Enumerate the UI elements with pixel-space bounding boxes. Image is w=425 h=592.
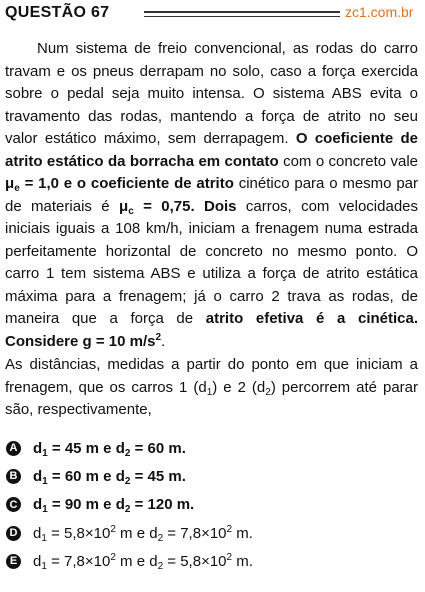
option-c-end: = 120 m. xyxy=(130,496,195,514)
option-c-text[interactable] xyxy=(33,496,195,516)
statement-intro: Num sistema de freio convencional, as rodas do carro travam e os pneus derrapam no solo, caso a força exercida sobre o pedal seja muito intensa. O sistema ABS evita o travamento das rodas, mantendo a força de atrito no seu valor estático máximo, sem derrapagem. xyxy=(5,40,418,147)
mu-static-value: = 1,0 e o coeficiente de atrito xyxy=(24,175,234,192)
option-e-end: m. xyxy=(232,552,253,570)
prompt-sub2: 2 xyxy=(265,386,271,398)
option-e-val2: = 5,8×10 xyxy=(163,552,227,570)
option-c[interactable] xyxy=(6,491,420,519)
statement-cars: carros, com velocidades iniciais iguais a 108 km/h, iniciam a frenagem numa estrada perfeitamente horizontal de concreto no mesmo ponto. O carro 1 tem sistema ABS e utiliza a força de atrito estática máxima para a frenagem; já o carro 2 trava as rodas, de maneira que a força de xyxy=(5,197,419,327)
option-a-sub1: 1 xyxy=(42,447,48,459)
option-b-badge[interactable]: B xyxy=(6,469,21,484)
statement-kinetic: cinético para o mesmo par de materiais é xyxy=(5,175,419,215)
option-d-exp1: 2 xyxy=(110,523,116,535)
option-a-d1: d xyxy=(33,439,43,457)
mu-static xyxy=(5,175,20,192)
divider-line-thin xyxy=(144,16,340,17)
option-d-val2: = 7,8×10 xyxy=(163,524,227,542)
option-c-sub2: 2 xyxy=(124,504,131,516)
option-d-exp2: 2 xyxy=(226,523,233,535)
option-d[interactable] xyxy=(6,519,420,547)
option-b-mid: = 60 m e d xyxy=(47,467,125,485)
option-c-d1: d xyxy=(33,496,43,514)
option-d-end: m. xyxy=(232,524,253,542)
option-c-mid: = 90 m e d xyxy=(47,496,125,514)
option-b-end: = 45 m. xyxy=(130,467,186,485)
option-a-badge[interactable]: A xyxy=(6,441,21,456)
option-a-sub2: 2 xyxy=(124,447,131,459)
option-d-badge[interactable]: D xyxy=(6,526,21,541)
option-b-d1: d xyxy=(33,467,43,485)
option-d-val1: = 5,8×10 xyxy=(46,524,111,542)
option-e-sub2: 2 xyxy=(157,560,164,572)
prompt-sub1: 1 xyxy=(206,386,213,398)
option-e[interactable] xyxy=(6,547,420,575)
gravity-exponent: 2 xyxy=(155,331,162,343)
option-b-sub1: 1 xyxy=(42,475,48,487)
answer-options xyxy=(6,434,420,575)
option-b-text[interactable] xyxy=(33,468,186,485)
mu-sub-e: e xyxy=(14,183,20,194)
divider-line-thick xyxy=(144,11,340,13)
statement-concrete: com o concreto vale xyxy=(283,152,418,170)
option-b[interactable] xyxy=(6,462,420,490)
option-e-sub1: 1 xyxy=(41,560,47,572)
gravity-label: atrito efetiva é a cinética. Considere g = 10 m/s xyxy=(5,310,419,350)
mu-kinetic-value: = 0,75. Dois xyxy=(143,197,237,215)
question-header xyxy=(5,2,420,26)
option-a-mid: = 45 m e d xyxy=(47,439,125,457)
option-c-badge[interactable]: C xyxy=(6,497,21,512)
header-divider xyxy=(144,11,340,19)
prompt-part3: ) percorrem até parar são, respectivamente, xyxy=(5,378,418,418)
mu-kinetic xyxy=(119,198,134,215)
option-d-sub2: 2 xyxy=(157,532,164,544)
option-e-exp1: 2 xyxy=(110,551,116,563)
problem-statement xyxy=(5,38,418,353)
static-friction-text: O coeficiente de atrito estático da borracha em contato xyxy=(5,130,419,170)
option-e-d1: d xyxy=(33,552,42,570)
option-e-mid: m e d xyxy=(115,552,158,570)
option-e-exp2: 2 xyxy=(226,551,233,563)
option-a[interactable] xyxy=(6,434,420,462)
question-number: QUESTÃO 67 xyxy=(5,4,110,21)
option-e-text[interactable] xyxy=(33,553,253,570)
prompt-part1: As distâncias, medidas a partir do ponto em que iniciam a frenagem, que os carros 1 (d xyxy=(5,356,418,396)
statement-end: . xyxy=(161,332,166,350)
site-watermark: zc1.com.br xyxy=(345,4,414,20)
option-a-end: = 60 m. xyxy=(130,439,186,457)
mu-sub-c: c xyxy=(128,205,134,217)
mu-symbol: μ xyxy=(119,197,129,215)
option-d-text[interactable] xyxy=(33,525,253,542)
option-b-sub2: 2 xyxy=(124,475,131,487)
option-e-badge[interactable]: E xyxy=(6,554,21,569)
option-d-d1: d xyxy=(33,524,42,542)
option-e-val1: = 7,8×10 xyxy=(46,552,111,570)
option-a-text[interactable] xyxy=(33,440,186,457)
mu-symbol: μ xyxy=(5,175,15,192)
option-d-sub1: 1 xyxy=(41,532,47,544)
option-d-mid: m e d xyxy=(115,524,158,542)
prompt-part2: ) e 2 (d xyxy=(212,378,266,396)
question-prompt xyxy=(5,354,418,422)
option-c-sub1: 1 xyxy=(42,504,48,516)
